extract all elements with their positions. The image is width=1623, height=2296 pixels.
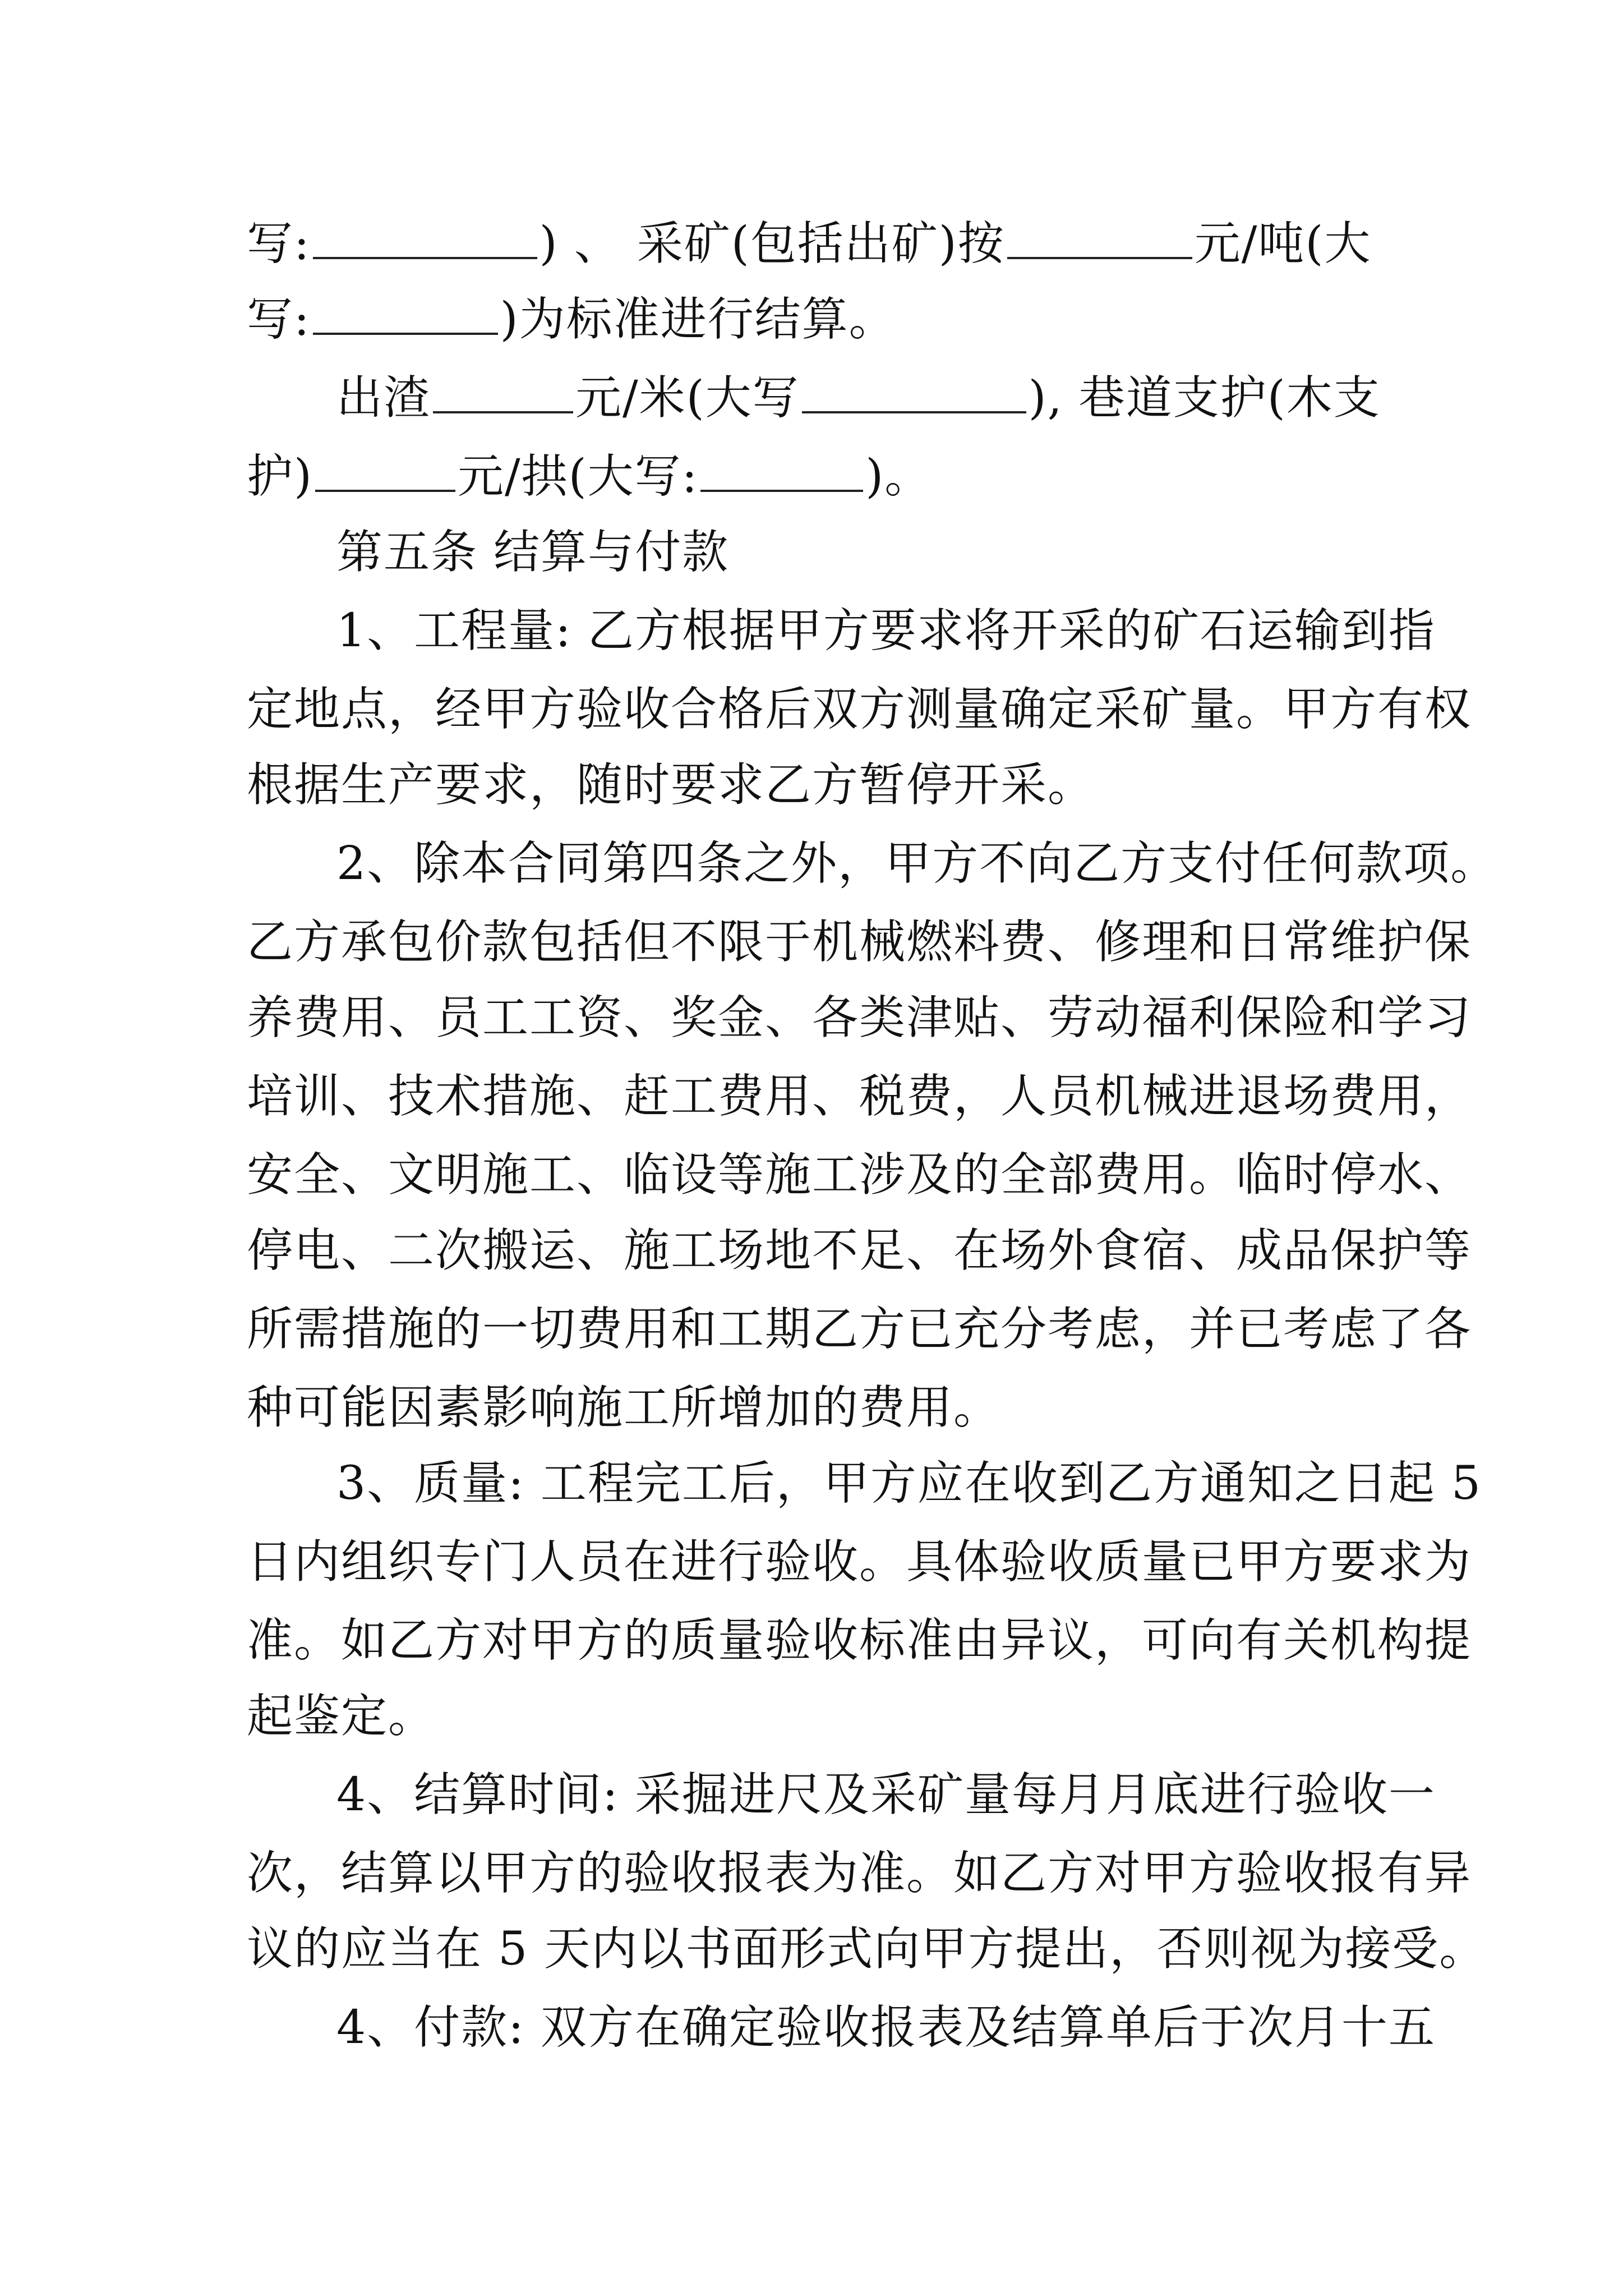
- text-line-1: [247, 202, 1391, 286]
- paragraph-line: 议的应当在 5 天内以书面形式向甲方提出，否则视为接受。: [247, 1922, 1487, 1976]
- paragraph-line: 日内组织专门人员在进行验收。具体验收质量已甲方要求为: [247, 1535, 1472, 1589]
- line-4-text-a: 护): [247, 450, 313, 503]
- text-line-2: [247, 278, 1391, 362]
- line-1-text-c: 元/吨(大: [1194, 217, 1372, 270]
- fill-blank[interactable]: [433, 372, 573, 413]
- paragraph-line: 安全、文明施工、临设等施工涉及的全部费用。临时停水、: [247, 1148, 1472, 1202]
- paragraph-line: 养费用、员工工资、奖金、各类津贴、劳动福利保险和学习: [247, 991, 1472, 1045]
- paragraph-line: 种可能因素影响施工所增加的费用。: [247, 1381, 1001, 1434]
- paragraph-line: 4、付款: 双方在确定验收报表及结算单后于次月十五: [336, 2001, 1436, 2054]
- paragraph-line: 3、质量: 工程完工后，甲方应在收到乙方通知之日起 5: [336, 1457, 1482, 1510]
- line-4-text-b: 元/拱(大写:: [458, 450, 699, 503]
- line-4-text-c: )。: [865, 450, 932, 503]
- paragraph-line: 准。如乙方对甲方的质量验收标准由异议，可向有关机构提: [247, 1614, 1472, 1667]
- section-heading: 第五条 结算与付款: [336, 526, 730, 579]
- paragraph-line: 1、工程量: 乙方根据甲方要求将开采的矿石运输到指: [336, 604, 1436, 657]
- paragraph-line: 培训、技术措施、赶工费用、税费，人员机械进退场费用，: [247, 1070, 1472, 1123]
- line-2-text-a: 写:: [247, 293, 311, 346]
- fill-blank[interactable]: [1007, 218, 1192, 259]
- paragraph-line: 2、除本合同第四条之外，甲方不向乙方支付任何款项。: [336, 837, 1498, 890]
- line-2-text-b: )为标准进行结算。: [500, 293, 896, 346]
- paragraph-line: 起鉴定。: [247, 1690, 436, 1743]
- line-3-text-b: 元/米(大写: [575, 371, 800, 425]
- paragraph-line: 4、结算时间: 采掘进尺及采矿量每月月底进行验收一: [336, 1768, 1436, 1821]
- fill-blank[interactable]: [313, 218, 537, 259]
- paragraph-line: 根据生产要求，随时要求乙方暂停开采。: [247, 758, 1095, 812]
- fill-blank[interactable]: [700, 450, 863, 492]
- line-3-text-a: 出渣: [336, 371, 431, 425]
- paragraph-line: 所需措施的一切费用和工期乙方已充分考虑，并已考虑了各: [247, 1303, 1472, 1356]
- paragraph-line: 定地点，经甲方验收合格后双方测量确定采矿量。甲方有权: [247, 683, 1472, 736]
- line-3-text-c: ), 巷道支护(木支: [1028, 371, 1381, 425]
- fill-blank[interactable]: [802, 372, 1026, 413]
- line-1-text-a: 写:: [247, 217, 311, 270]
- paragraph-line: 次，结算以甲方的验收报表为准。如乙方对甲方验收报有异: [247, 1847, 1472, 1900]
- paragraph-line: 停电、二次搬运、施工场地不足、在场外食宿、成品保护等: [247, 1224, 1472, 1277]
- line-1-text-b: ) 、 采矿(包括出矿)按: [539, 217, 1005, 270]
- paragraph-line: 乙方承包价款包括但不限于机械燃料费、修理和日常维护保: [247, 915, 1472, 969]
- text-line-4: [247, 435, 1391, 519]
- fill-blank[interactable]: [315, 450, 455, 492]
- fill-blank[interactable]: [313, 293, 498, 335]
- text-line-3: [336, 356, 1391, 440]
